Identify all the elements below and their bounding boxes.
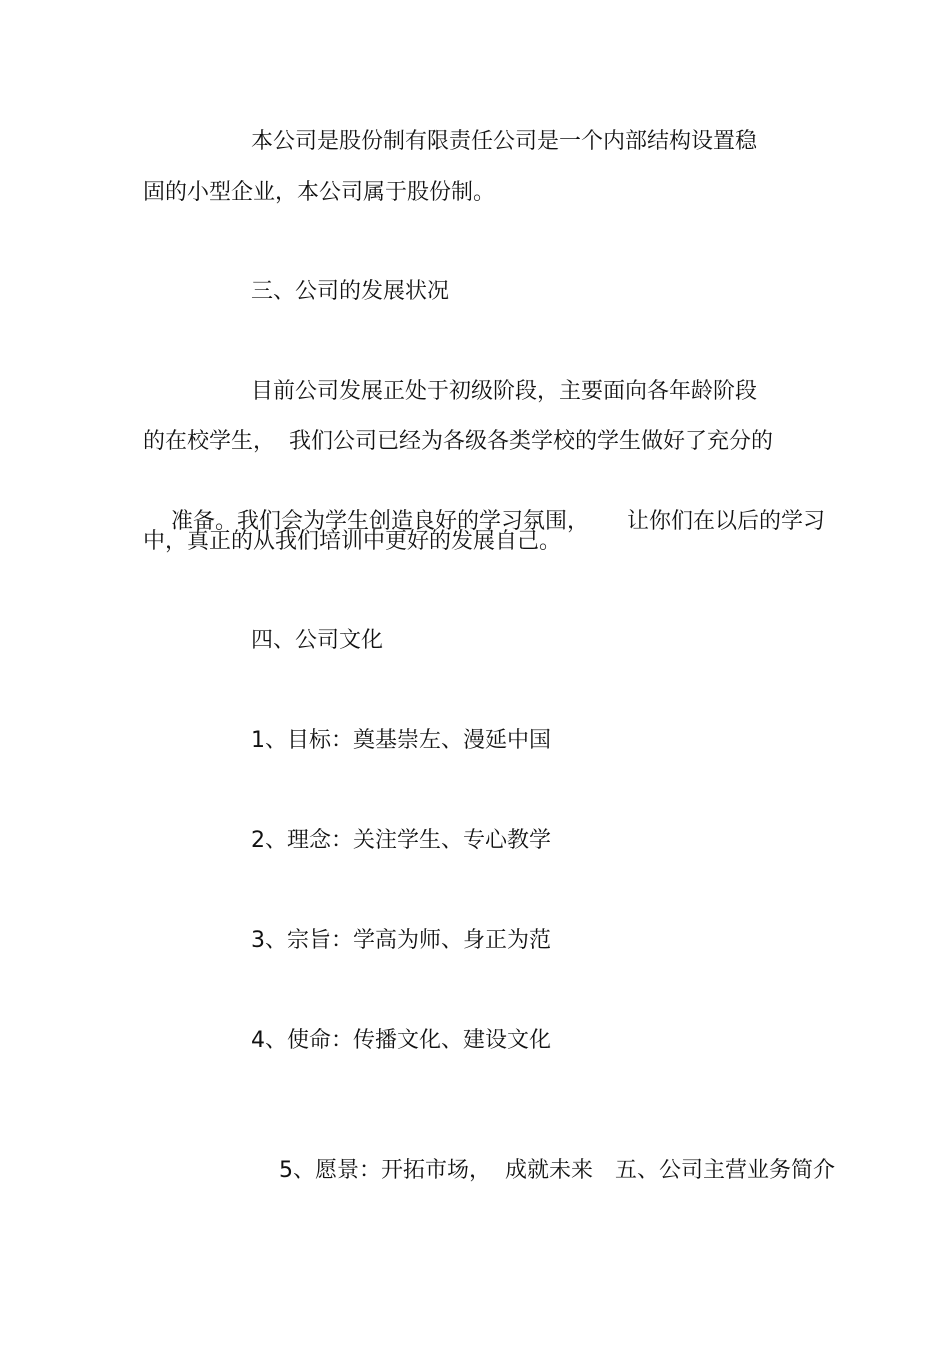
paragraph-2-line-1: 目前公司发展正处于初级阶段，主要面向各年龄阶段 <box>251 379 758 404</box>
section-heading-5: 五、公司主营业务简介 <box>614 1158 835 1183</box>
culture-item-1: 1、目标：奠基崇左、漫延中国 <box>251 728 551 753</box>
paragraph-2-line-3-part-a: 准备。我们会为学生创造良好的学习氛围， <box>170 509 589 534</box>
culture-item-4: 4、使命：传播文化、建设文化 <box>251 1028 551 1053</box>
paragraph-2-line-2: 的在校学生， 我们公司已经为各级各类学校的学生做好了充分的 <box>143 429 773 454</box>
paragraph-2-line-3-part-b: 让你们在以后的学习 <box>627 509 826 534</box>
culture-item-2: 2、理念：关注学生、专心教学 <box>251 828 551 853</box>
section-heading-3: 三、公司的发展状况 <box>251 279 450 304</box>
culture-item-5-text: 5、愿景：开拓市场， 成就未来 <box>278 1158 593 1183</box>
paragraph-1-line-2: 固的小型企业，本公司属于股份制。 <box>143 180 496 205</box>
culture-item-5 <box>251 1126 835 1216</box>
section-heading-4: 四、公司文化 <box>251 628 384 653</box>
paragraph-2-line-4: 中，真正的从我们培训中更好的发展自己。 <box>143 529 562 554</box>
culture-item-3: 3、宗旨：学高为师、身正为范 <box>251 928 551 953</box>
paragraph-1-line-1: 本公司是股份制有限责任公司是一个内部结构设置稳 <box>251 129 758 154</box>
